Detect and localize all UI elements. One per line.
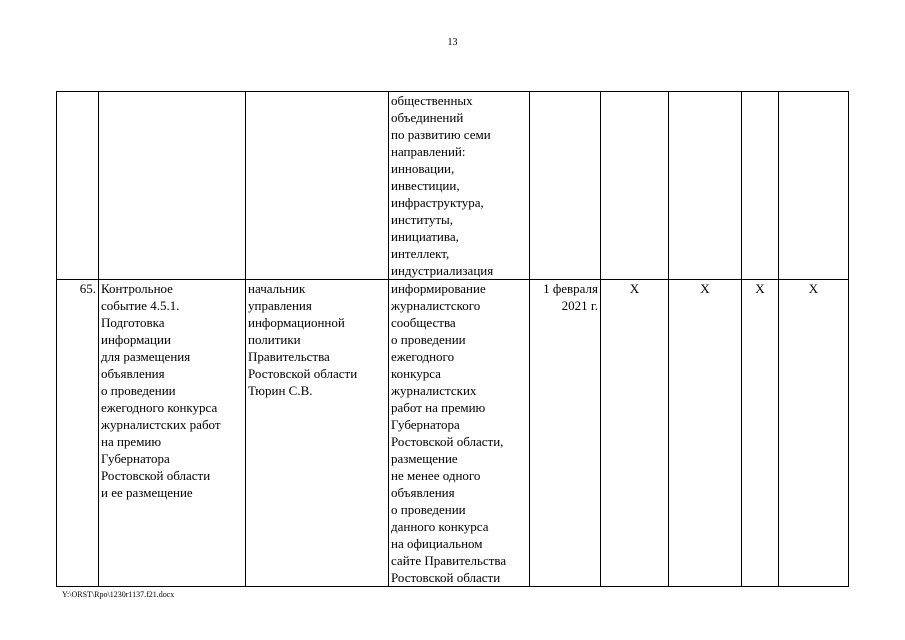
row-number-cell (57, 92, 99, 280)
table-row (57, 92, 849, 280)
plan-table (56, 91, 849, 587)
date-cell (530, 92, 601, 280)
mark-cell: X (779, 280, 849, 587)
mark-cell (779, 92, 849, 280)
event-cell (99, 92, 246, 280)
page-number: 13 (447, 37, 458, 48)
event-cell: Контрольное событие 4.5.1. Подготовка информации для размещения объявления о проведении ежегодного конкурса журналистских работ на премию Губернатора Ростовской области и ее размещение (99, 280, 246, 587)
date-cell: 1 февраля 2021 г. (530, 280, 601, 587)
footer-file-path: Y:\ORST\Rpo\1230r1137.f21.docx (62, 590, 175, 599)
mark-cell (742, 92, 779, 280)
mark-cell: X (742, 280, 779, 587)
mark-cell: X (669, 280, 742, 587)
responsible-cell (246, 92, 389, 280)
mark-cell (669, 92, 742, 280)
table-row (57, 280, 849, 587)
result-cell: общественных объединений по развитию семи направлений: инновации, инвестиции, инфраструктура, институты, инициатива, интеллект, индустриализация (389, 92, 530, 280)
mark-cell: X (601, 280, 669, 587)
responsible-cell: начальник управления информационной политики Правительства Ростовской области Тюрин С.В. (246, 280, 389, 587)
result-cell: информирование журналистского сообщества о проведении ежегодного конкурса журналистских работ на премию Губернатора Ростовской области, размещение не менее одного объявления о проведении данного конкурса на официальном сайте Правительства Ростовской области (389, 280, 530, 587)
row-number-cell: 65. (57, 280, 99, 587)
mark-cell (601, 92, 669, 280)
